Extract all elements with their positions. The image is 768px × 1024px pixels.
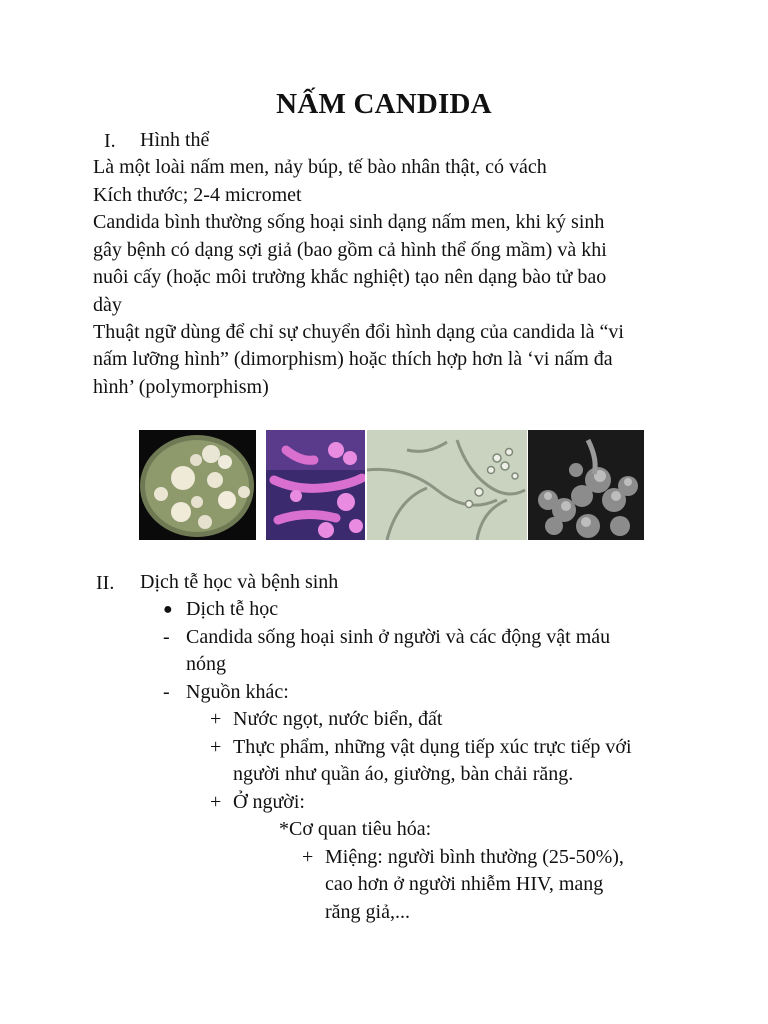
section-1-heading: Hình thể bbox=[140, 129, 210, 151]
plus-marker: + bbox=[210, 736, 222, 758]
list-item-line: Ở người: bbox=[233, 791, 305, 813]
list-item-line: Nguồn khác: bbox=[186, 681, 289, 703]
page-title: NẤM CANDIDA bbox=[276, 88, 492, 120]
bullet-text: Dịch tễ học bbox=[186, 598, 279, 620]
list-item-line: Candida sống hoại sinh ở người và các động vật máu bbox=[186, 626, 611, 648]
stained-hyphae-image bbox=[266, 430, 365, 540]
dash-marker: - bbox=[163, 626, 170, 648]
sem-image bbox=[528, 430, 644, 540]
list-item-line: răng giả,... bbox=[325, 901, 410, 923]
section-2-heading: Dịch tễ học và bệnh sinh bbox=[140, 571, 339, 593]
paragraph-line: Là một loài nấm men, nảy búp, tế bào nhân thật, có vách bbox=[93, 156, 547, 178]
bullet-marker: ● bbox=[163, 601, 173, 618]
list-item-line: Miệng: người bình thường (25-50%), bbox=[325, 846, 624, 868]
petri-dish-image bbox=[139, 430, 256, 540]
plus-marker: + bbox=[210, 708, 222, 730]
list-item-line: cao hơn ở người nhiễm HIV, mang bbox=[325, 873, 604, 895]
paragraph-line: Kích thước; 2-4 micromet bbox=[93, 184, 302, 206]
paragraph-line: Candida bình thường sống hoại sinh dạng nấm men, khi ký sinh bbox=[93, 211, 605, 233]
list-item-line: Nước ngọt, nước biển, đất bbox=[233, 708, 443, 730]
plus-marker: + bbox=[302, 846, 314, 868]
section-2-numeral: II. bbox=[96, 572, 115, 594]
microscopy-image bbox=[367, 430, 527, 540]
list-item-line: người như quần áo, giường, bàn chải răng. bbox=[233, 763, 574, 785]
plus-marker: + bbox=[210, 791, 222, 813]
dash-marker: - bbox=[163, 681, 170, 703]
section-1-numeral: I. bbox=[104, 130, 116, 152]
list-item-line: nóng bbox=[186, 653, 226, 675]
paragraph-line: nuôi cấy (hoặc môi trường khắc nghiệt) tạo nên dạng bào tử bao bbox=[93, 266, 607, 288]
paragraph-line: nấm lưỡng hình” (dimorphism) hoặc thích hợp hơn là ‘vi nấm đa bbox=[93, 348, 613, 370]
sub-heading: *Cơ quan tiêu hóa: bbox=[279, 818, 432, 840]
paragraph-line: gây bệnh có dạng sợi giả (bao gồm cả hình thể ống mầm) và khi bbox=[93, 239, 607, 261]
paragraph-line: hình’ (polymorphism) bbox=[93, 376, 269, 398]
paragraph-line: dày bbox=[93, 294, 122, 316]
paragraph-line: Thuật ngữ dùng để chỉ sự chuyển đổi hình dạng của candida là “vi bbox=[93, 321, 624, 343]
list-item-line: Thực phẩm, những vật dụng tiếp xúc trực tiếp với bbox=[233, 736, 632, 758]
